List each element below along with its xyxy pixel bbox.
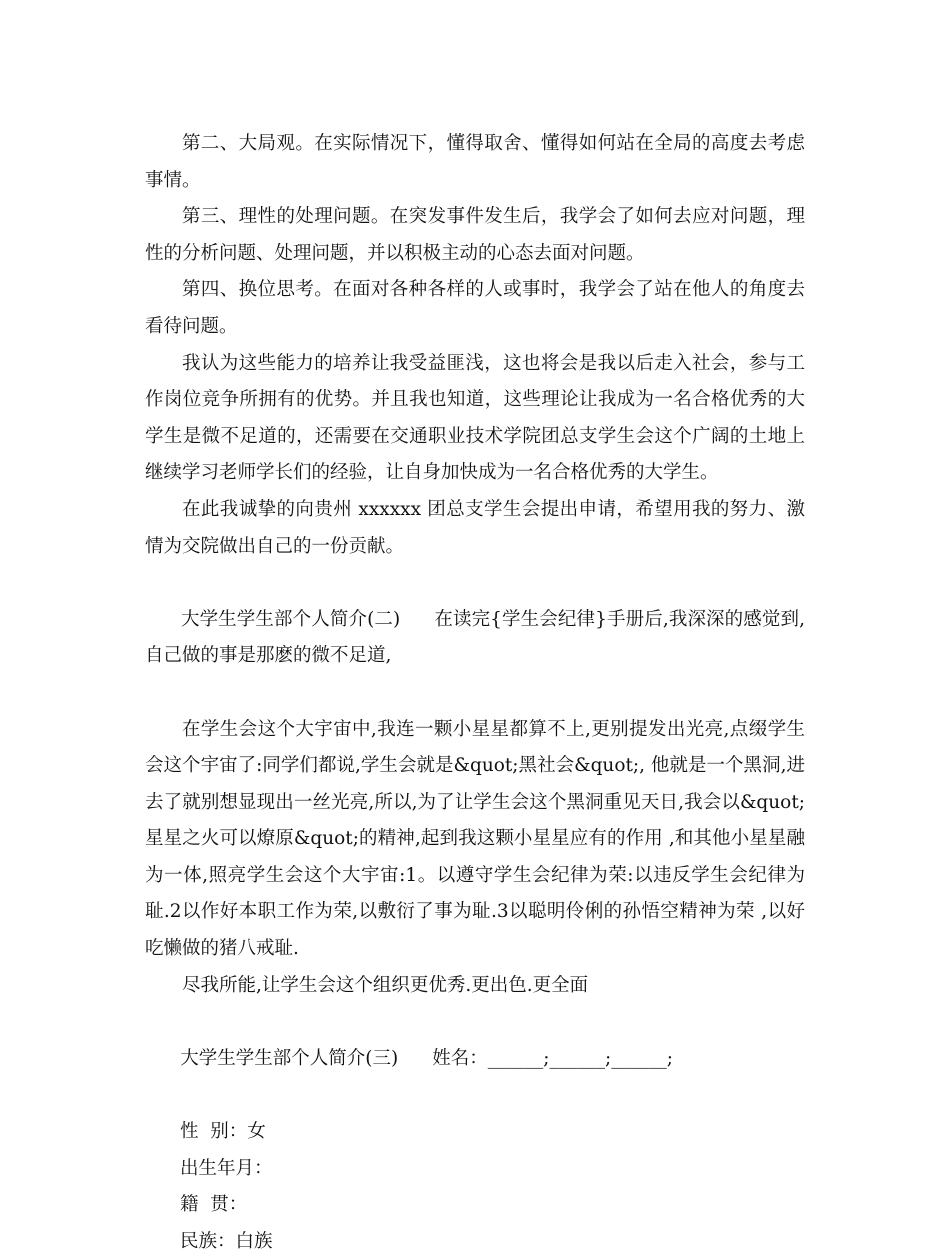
section-two-intro	[145, 565, 805, 711]
gender-line: 性 别：女	[180, 1121, 266, 1143]
paragraph-application-request: 在此我诚挚的向贵州 xxxxxx 团总支学生会提出申请，希望用我的努力、激情为交院做出自己的一份贡献。	[145, 498, 805, 557]
ethnicity-line: 民族：白族	[180, 1230, 273, 1252]
paragraph-abilities-benefit: 我认为这些能力的培养让我受益匪浅，这也将会是我以后走入社会，参与工作岗位竞争所拥有的优势。并且我也知道，这些理论让我成为一名合格优秀的大学生是微不足道的，还需要在交通职业技术学院团总支学生会这个广阔的土地上继续学习老师学长们的经验，让自身加快成为一名合格优秀的大学生。	[145, 352, 805, 484]
paragraph-big-picture: 第二、大局观。在实际情况下，懂得取舍、懂得如何站在全局的高度去考虑事情。	[145, 133, 805, 191]
section-two-heading: 大学生学生部个人简介(二)	[180, 608, 401, 630]
paragraph-rational-problem-solving: 第三、理性的处理问题。在突发事件发生后，我学会了如何去应对问题，理性的分析问题、处理问题，并以积极主动的心态去面对问题。	[145, 206, 805, 264]
section-two-first-text: 在读完{学生会纪律}手册后,我深深的感觉到,自己做的事是那麽的微不足道,	[145, 608, 805, 667]
paragraph-perspective-taking: 第四、换位思考。在面对各种各样的人或事时，我学会了站在他人的角度去看待问题。	[145, 279, 805, 337]
name-label: 姓名：	[432, 1047, 488, 1069]
section-two-body: 在学生会这个大宇宙中,我连一颗小星星都算不上,更别提发出光亮,点缀学生会这个宇宙了:同学们都说,学生会就是&quot;黑社会&quot;, 他就是一个黑洞,进去了就别想显现出一丝光亮,所以,为了让学生会这个黑洞重见天日,我会以&quot;星星之火可以燎原&quot;的精神,起到我这颗小星星应有的作用 ,和其他小星星融为一体,照亮学生会这个大宇宙:1。以遵守学生会纪律为荣:以违反学生会纪律为耻.2以作好本职工作为荣,以敷衍了事为耻.3以聪明伶俐的孙悟空精神为荣 ,以好吃懒做的猪八戒耻.	[145, 718, 805, 960]
section-three-heading: 大学生学生部个人简介(三)	[180, 1047, 399, 1069]
section-two-closing: 尽我所能,让学生会这个组织更优秀.更出色.更全面	[182, 974, 589, 996]
birth-date-line: 出生年月：	[180, 1157, 273, 1179]
section-three-intro	[145, 1004, 805, 1114]
document-content	[145, 126, 805, 1260]
native-place-line: 籍 贯：	[180, 1194, 248, 1216]
name-value: ______;______;______;	[487, 1047, 673, 1069]
